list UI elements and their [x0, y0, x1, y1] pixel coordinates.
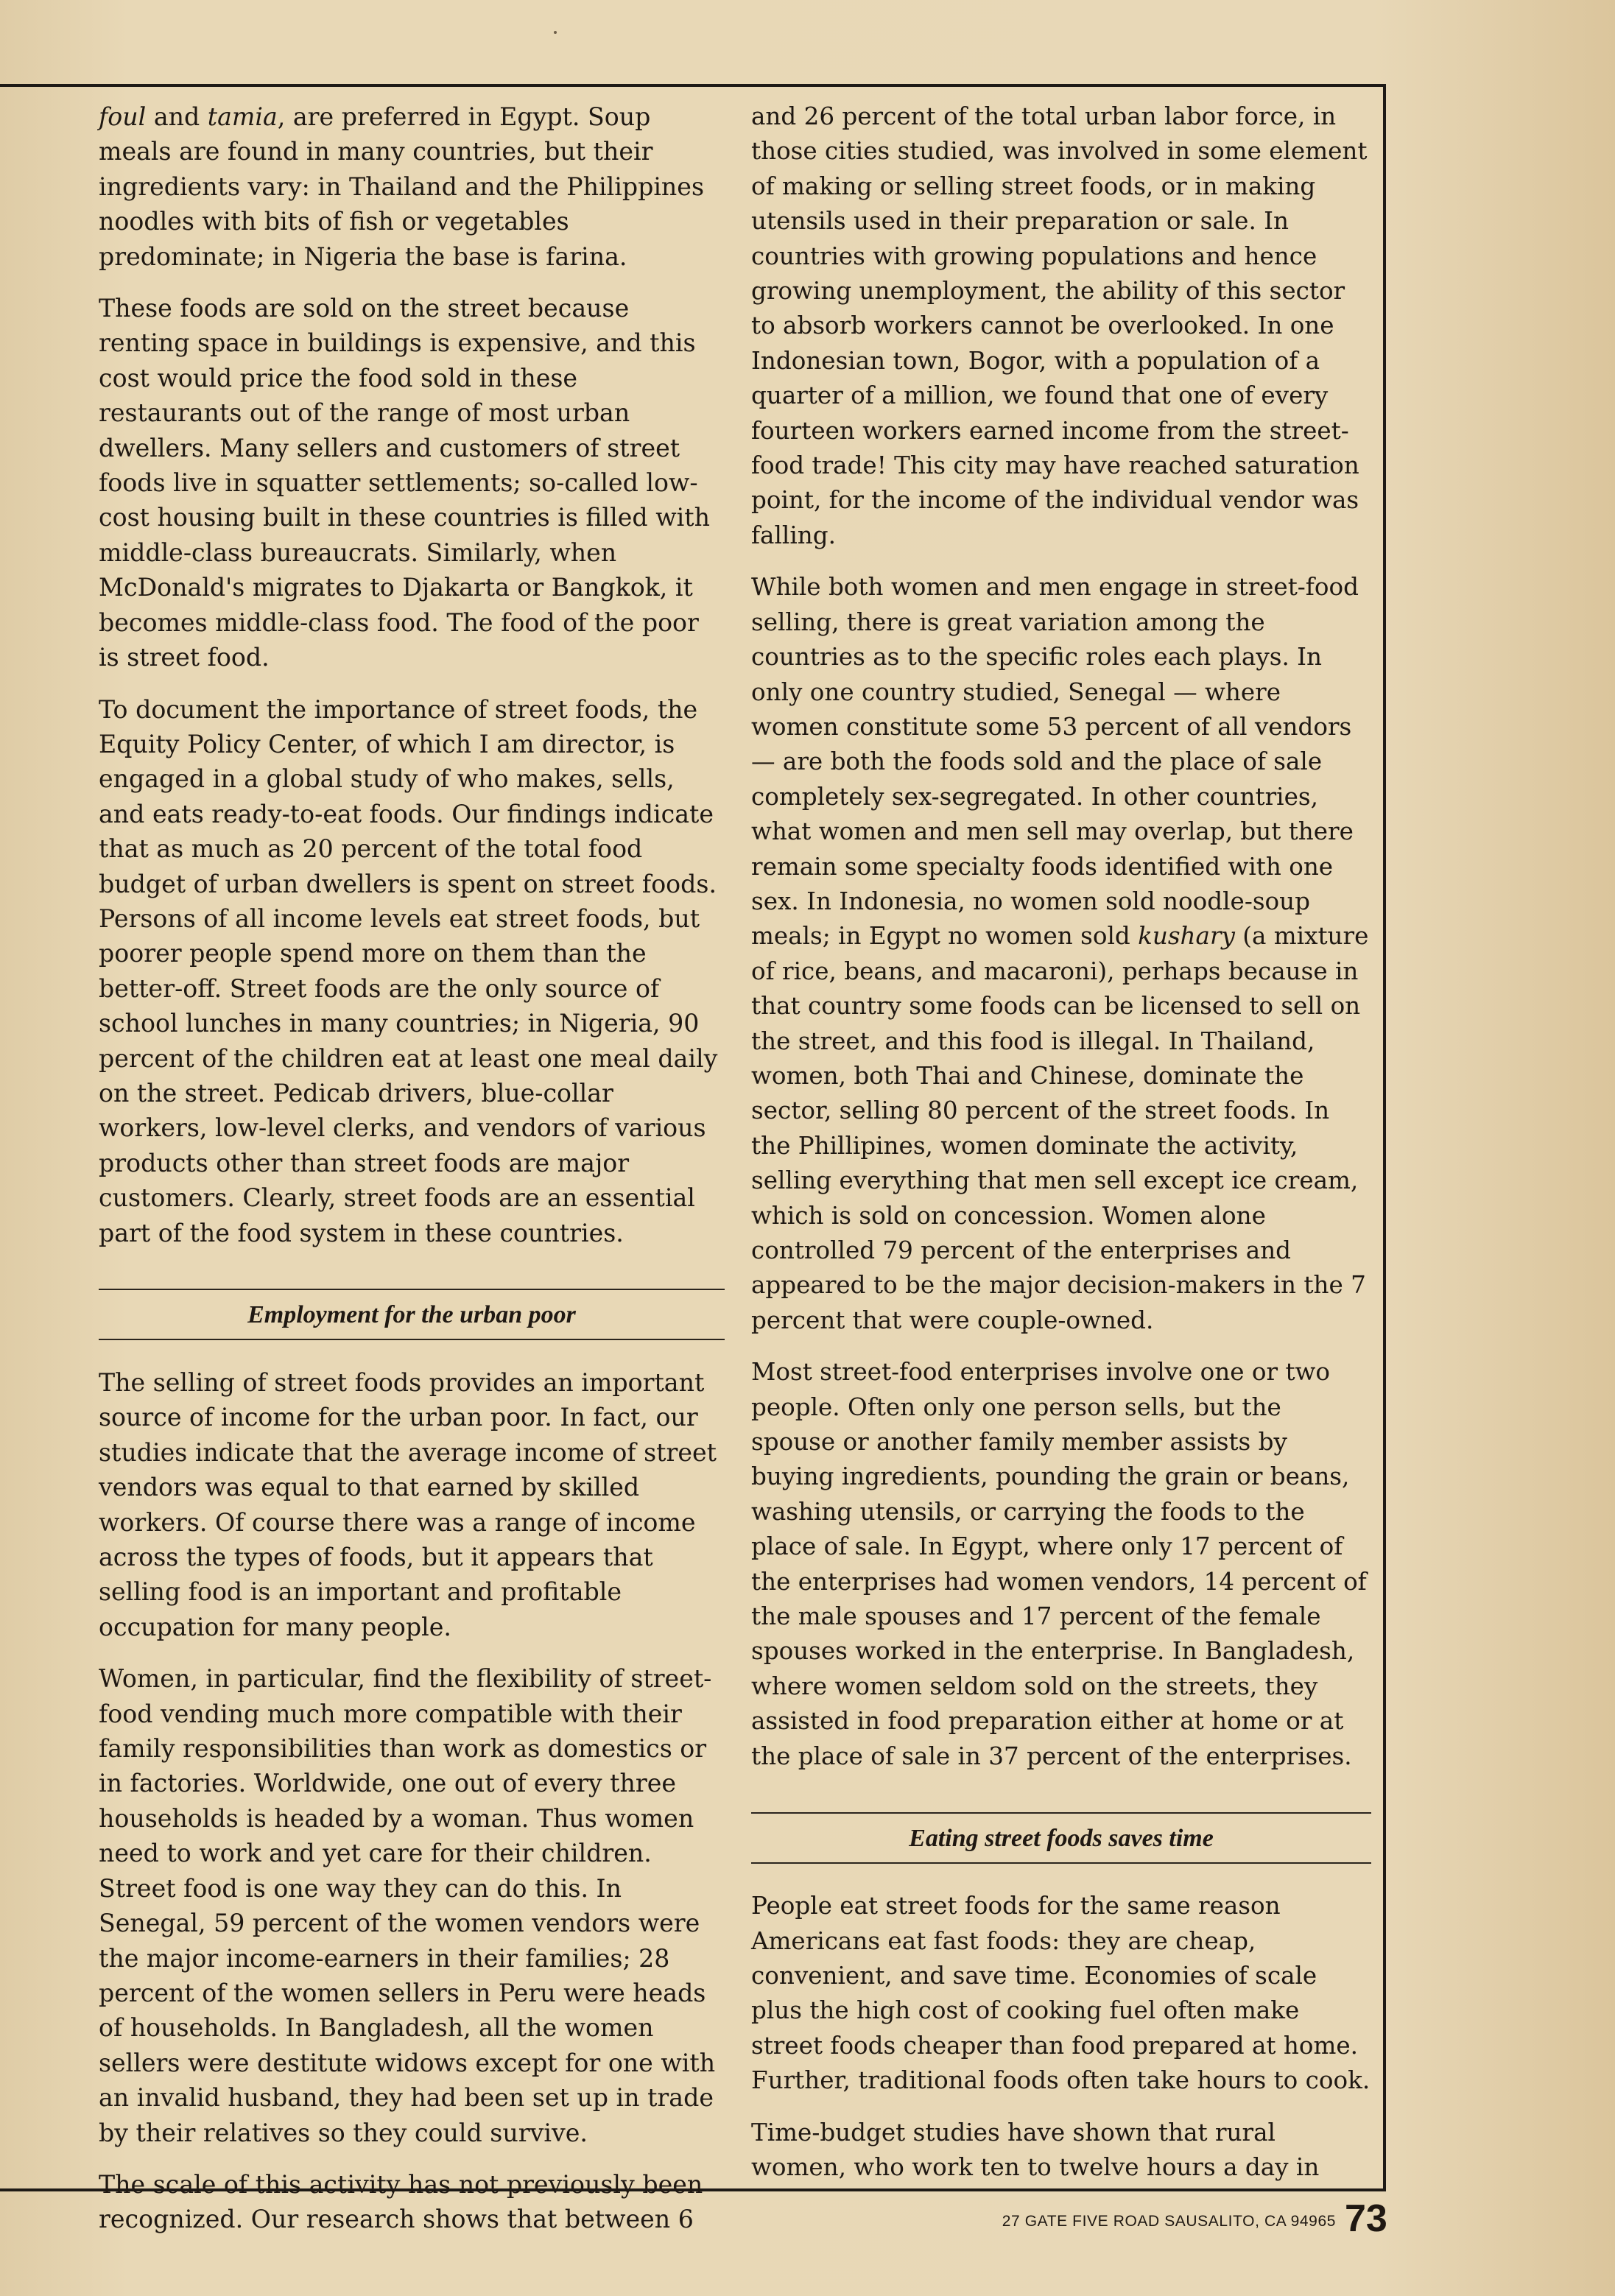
paragraph-scale: The scale of this activity has not previously been recognized. Our research shows that between 6	[99, 2169, 703, 2234]
paragraph-street-sale: These foods are sold on the street because renting space in buildings is expensive, and this cost would price the food sold in these restaurants out of the range of most urban dwellers. Many sellers and customers of street foods live in squatter settlements; so-called low-cost housing built in these countries is filled with middle-class bureaucrats. Similarly, when McDonald's migrates to Djakarta or Bangkok, it becomes middle-class food. The food of the poor is street food.	[99, 294, 710, 672]
paragraph-labor-force: and 26 percent of the total urban labor force, in those cities studied, was involved in some element of making or selling street foods, or in making utensils used in their preparation or sale. In countries with growing populations and hence growing unemployment, the ability of this sector to absorb workers cannot be overlooked. In one Indonesian town, Bogor, with a population of a quarter of a million, we found that one of every fourteen workers earned income from the street-food trade! This city may have reached saturation point, for the income of the individual vendor was falling.	[751, 102, 1368, 549]
paragraph-gender-roles	[751, 570, 1371, 1338]
term-tamia: tamia	[207, 102, 278, 131]
paragraph-soup-meals	[99, 99, 725, 274]
term-foul: foul	[99, 102, 147, 131]
paper-speck	[554, 31, 557, 34]
section-heading-saves-time: Eating street foods saves time	[751, 1812, 1371, 1864]
paragraph-fast-foods: People eat street foods for the same reason Americans eat fast foods: they are cheap, convenient, and save time. Economies of scale plus the high cost of cooking fuel often make street foods cheaper than food prepared at home. Further, traditional foods often take hours to cook.	[751, 1892, 1371, 2095]
page-border-right	[1383, 84, 1386, 2191]
paragraph-women-vending: Women, in particular, find the flexibility of street-food vending much more compatible with their family responsibilities than work as domestics or in factories. Worldwide, one out of every three households is headed by a woman. Thus women need to work and yet care for their children. Street food is one way they can do this. In Senegal, 59 percent of the women vendors were the major income-earners in their families; 28 percent of the women sellers in Peru were heads of households. In Bangladesh, all the women sellers were destitute widows except for one with an invalid husband, they had been set up in trade by their relatives so they could survive.	[99, 1664, 716, 2147]
page-number: 73	[1345, 2197, 1387, 2240]
page-border-top	[0, 84, 1386, 87]
paragraph-enterprises: Most street-food enterprises involve one or two people. Often only one person sells, but the spouse or another family member assists by buying ingredients, pounding the grain or beans, washing utensils, or carrying the foods to the place of sale. In Egypt, where only 17 percent of the enterprises had women vendors, 14 percent of the male spouses and 17 percent of the female spouses worked in the enterprise. In Bangladesh, where women seldom sold on the streets, they assisted in food preparation either at home or at the place of sale in 37 percent of the enterprises.	[751, 1358, 1367, 1770]
footer-address: 27 GATE FIVE ROAD SAUSALITO, CA 94965	[1002, 2213, 1336, 2230]
text-span: (a mixture of rice, beans, and macaroni), perhaps because in that country some foods can be licensed to sell on the street, and this food is illegal. In Thailand, women, both Thai and Chinese, dominate the sector, selling 80 percent of the street foods. In the Phillipines, women dominate the activity, selling everything that men sell except ice cream, which is sold on concession. Women alone controlled 79 percent of the enterprises and appeared to be the major decision-makers in the 7 percent that were couple-owned.	[751, 922, 1369, 1334]
paragraph-equity-study: To document the importance of street foods, the Equity Policy Center, of which I am director, is engaged in a global study of who makes, sells, and eats ready-to-eat foods. Our findings indicate that as much as 20 percent of the total food budget of urban dwellers is spent on street foods. Persons of all income levels eat street foods, but poorer people spend more on them than the better-off. Street foods are the only source of school lunches in many countries; in Nigeria, 90 percent of the children eat at least one meal daily on the street. Pedicab drivers, blue-collar workers, low-level clerks, and vendors of various products other than street foods are major customers. Clearly, street foods are an essential part of the food system in these countries.	[99, 694, 718, 1247]
text-span: , are preferred in Egypt. Soup meals are found in many countries, but their ingredients vary: in Thailand and the Philippines noodles with bits of fish or vegetables predominate; in Nigeria the base is farina.	[99, 102, 704, 271]
paragraph-time-budget: Time-budget studies have shown that rural women, who work ten to twelve hours a day in	[751, 2118, 1320, 2181]
section-heading-employment: Employment for the urban poor	[99, 1289, 725, 1340]
text-span: and	[146, 102, 208, 131]
term-kushary: kushary	[1138, 922, 1235, 951]
text-span: While both women and men engage in street-food selling, there is great variation among the countries as to the specific roles each plays. In only one country studied, Senegal — where women constitute some 53 percent of all vendors — are both the foods sold and the place of sale completely sex-segregated. In other countries, what women and men sell may overlap, but there remain some specialty foods identified with one sex. In Indonesia, no women sold noodle-soup meals; in Egypt no women sold	[751, 573, 1359, 951]
right-column	[751, 99, 1371, 2202]
paragraph-income: The selling of street foods provides an important source of income for the urban poor. In fact, our studies indicate that the average income of street vendors was equal to that earned by skilled workers. Of course there was a range of income across the types of foods, but it appears that selling food is an important and profitable occupation for many people.	[99, 1368, 717, 1641]
left-column	[99, 99, 725, 2254]
